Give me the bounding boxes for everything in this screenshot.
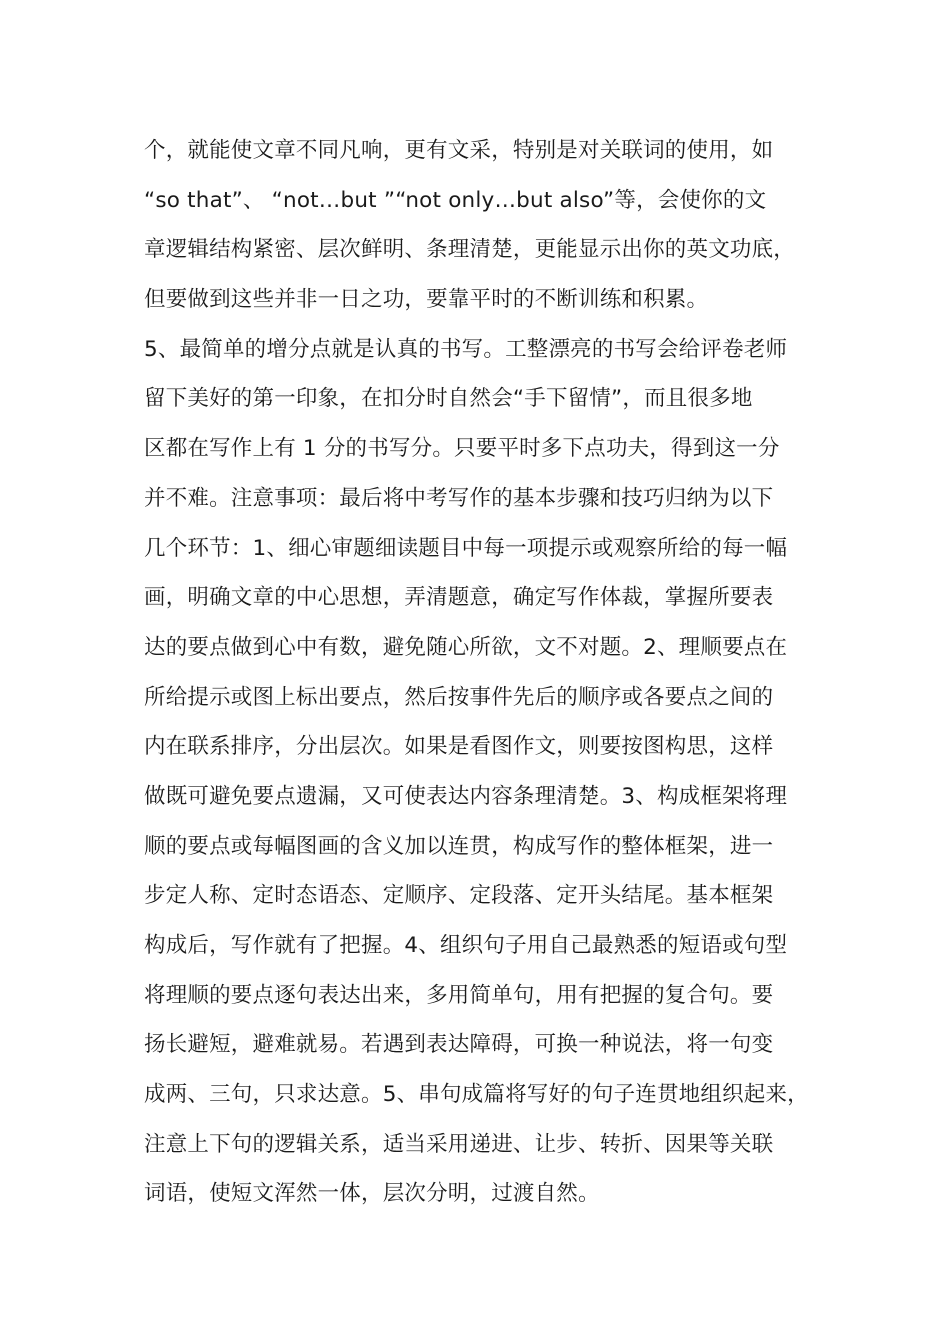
text-line: 5、最简单的增分点就是认真的书写。工整漂亮的书写会给评卷老师 [144,336,788,362]
text-line: 扬长避短，避难就易。若遇到表达障碍，可换一种说法，将一句变 [144,1032,774,1058]
text-line: 顺的要点或每幅图画的含义加以连贯，构成写作的整体框架，进一 [144,833,774,859]
text-line: “so that”、 “not…but ”“not only…but also”等，会使你的文 [144,187,767,213]
text-line: 构成后，写作就有了把握。4、组织句子用自己最熟悉的短语或句型 [144,933,788,958]
body-text [144,126,824,1219]
text-line: 词语，使短文浑然一体，层次分明，过渡自然。 [144,1181,600,1207]
text-line: 留下美好的第一印象，在扣分时自然会“手下留情”，而且很多地 [144,386,753,412]
text-line: 达的要点做到心中有数，避免随心所欲，文不对题。2、理顺要点在 [144,634,788,660]
text-line: 将理顺的要点逐句表达出来，多用简单句，用有把握的复合句。要 [144,982,774,1008]
text-line: 所给提示或图上标出要点，然后按事件先后的顺序或各要点之间的 [144,684,774,710]
text-line: 画，明确文章的中心思想，弄清题意，确定写作体裁，掌握所要表 [144,585,774,611]
text-line: 区都在写作上有 1 分的书写分。只要平时多下点功夫，得到这一分 [144,436,780,462]
text-line: 成两、三句，只求达意。5、串句成篇将写好的句子连贯地组织起来， [144,1082,809,1108]
text-line: 步定人称、定时态语态、定顺序、定段落、定开头结尾。基本框架 [144,883,774,909]
text-line: 做既可避免要点遗漏，又可使表达内容条理清楚。3、构成框架将理 [144,783,788,809]
text-line: 并不难。注意事项：最后将中考写作的基本步骤和技巧归纳为以下 [144,485,774,511]
text-line: 内在联系排序，分出层次。如果是看图作文，则要按图构思，这样 [144,734,774,760]
text-line: 章逻辑结构紧密、层次鲜明、条理清楚，更能显示出你的英文功底， [144,237,796,263]
text-line: 个，就能使文章不同凡响，更有文采，特别是对关联词的使用，如 [144,138,774,163]
text-line: 注意上下句的逻辑关系，适当采用递进、让步、转折、因果等关联 [144,1131,774,1157]
text-line: 但要做到这些并非一日之功，要靠平时的不断训练和积累。 [144,287,709,313]
text-line: 几个环节：1、细心审题细读题目中每一项提示或观察所给的每一幅 [144,535,788,561]
